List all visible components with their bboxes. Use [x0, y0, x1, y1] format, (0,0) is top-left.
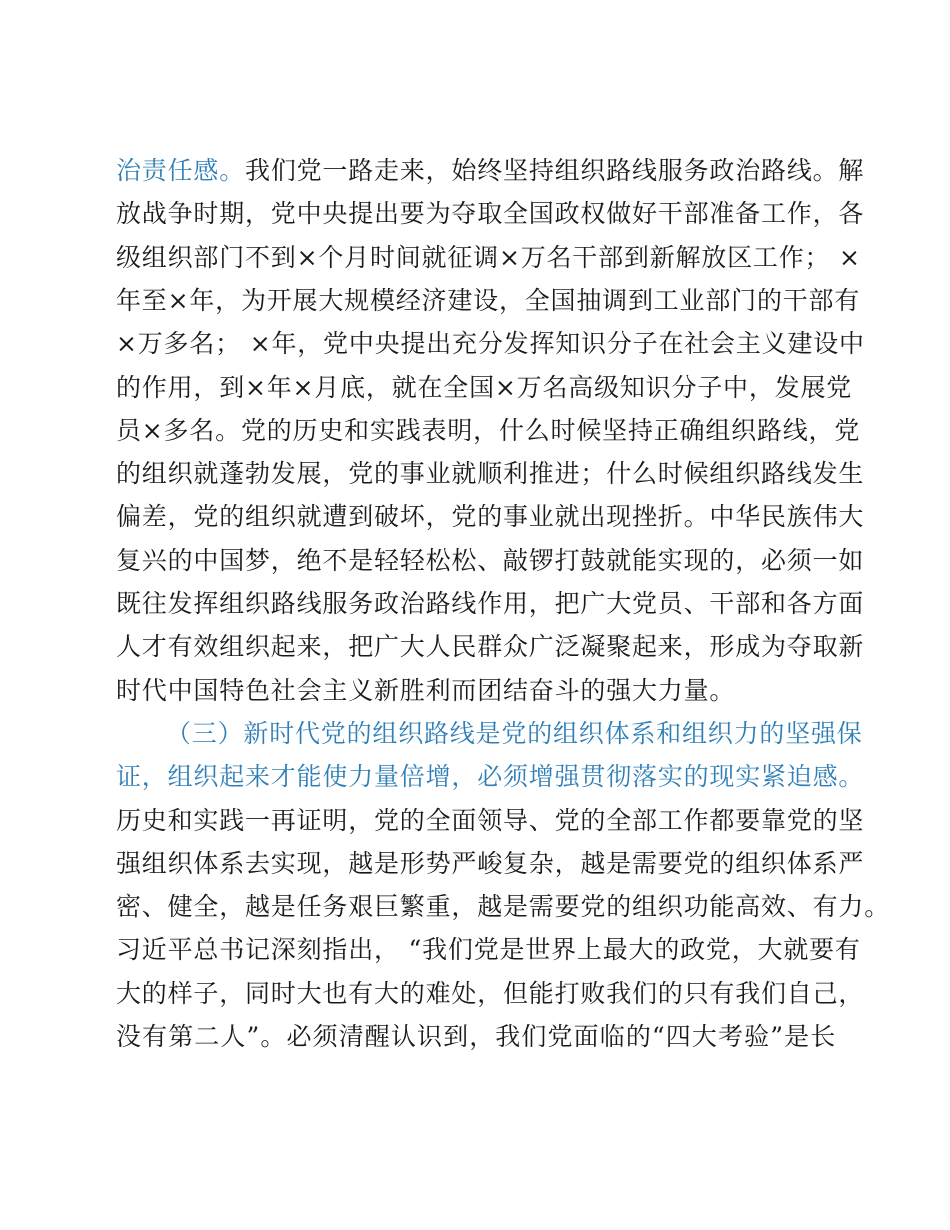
text-line [116, 194, 865, 234]
text-segment: 既往发挥组织路线服务政治路线作用，把广大党员、干部和各方面 [116, 589, 865, 618]
text-line [116, 844, 865, 884]
text-line [116, 454, 865, 494]
text-line [116, 497, 865, 537]
text-segment: 我们党一路走来，始终坚持组织路线服务政治路线。解 [245, 156, 865, 185]
text-segment: 习近平总书记深刻指出， “我们党是世界上最大的政党，大就要有 [116, 935, 861, 965]
text-segment: 的组织就蓬勃发展，党的事业就顺利推进；什么时候组织路线发生 [116, 459, 865, 489]
text-line [116, 671, 836, 711]
text-line [116, 541, 865, 581]
text-line [166, 714, 863, 754]
text-line [116, 974, 865, 1014]
text-segment: 的作用，到×年×月底，就在全国×万名高级知识分子中，发展党 [116, 372, 853, 402]
highlighted-text: 证，组织起来才能使力量倍增，必须增强贯彻落实的现实紧迫感。 [116, 762, 865, 792]
text-line [116, 411, 861, 451]
text-line [116, 281, 861, 321]
highlighted-text: 治责任感。 [116, 156, 246, 185]
text-line [116, 368, 853, 408]
text-segment: 大的样子，同时大也有大的难处，但能打败我们的只有我们自己， [116, 978, 865, 1008]
text-segment: 员×多名。党的历史和实践表明，什么时候坚持正确组织路线，党 [116, 415, 861, 445]
text-segment: 人才有效组织起来，把广大人民群众广泛凝聚起来，形成为夺取新 [116, 632, 865, 662]
text-line [116, 887, 891, 927]
text-line [116, 238, 861, 278]
text-segment: 时代中国特色社会主义新胜利而团结奋斗的强大力量。 [116, 675, 736, 705]
text-line [116, 930, 861, 970]
text-segment: 级组织部门不到×个月时间就征调×万名干部到新解放区工作； × [116, 242, 861, 272]
text-segment: 历史和实践一再证明，党的全面领导、党的全部工作都要靠党的坚 [116, 805, 865, 835]
text-line [116, 1017, 836, 1057]
text-segment: 密、健全，越是任务艰巨繁重，越是需要党的组织功能高效、有力。 [116, 892, 891, 922]
text-segment: 复兴的中国梦，绝不是轻轻松松、敲锣打鼓就能实现的，必须一如 [116, 545, 865, 575]
text-line [116, 324, 865, 364]
text-line [116, 757, 865, 797]
text-line [116, 801, 865, 841]
text-segment: ×万多名； ×年，党中央提出充分发挥知识分子在社会主义建设中 [116, 329, 865, 359]
text-segment: 放战争时期，党中央提出要为夺取全国政权做好干部准备工作，各 [116, 199, 865, 229]
text-segment: 强组织体系去实现，越是形势严峻复杂，越是需要党的组织体系严 [116, 848, 865, 878]
text-line [116, 584, 865, 624]
highlighted-text: （三）新时代党的组织路线是党的组织体系和组织力的坚强保 [166, 718, 863, 748]
text-line [116, 151, 865, 191]
text-segment: 偏差，党的组织就遭到破坏，党的事业就出现挫折。中华民族伟大 [116, 502, 865, 532]
text-line [116, 627, 865, 667]
text-segment: 年至×年，为开展大规模经济建设，全国抽调到工业部门的干部有 [116, 285, 861, 315]
text-segment: 没有第二人”。必须清醒认识到，我们党面临的“四大考验”是长 [116, 1022, 836, 1051]
